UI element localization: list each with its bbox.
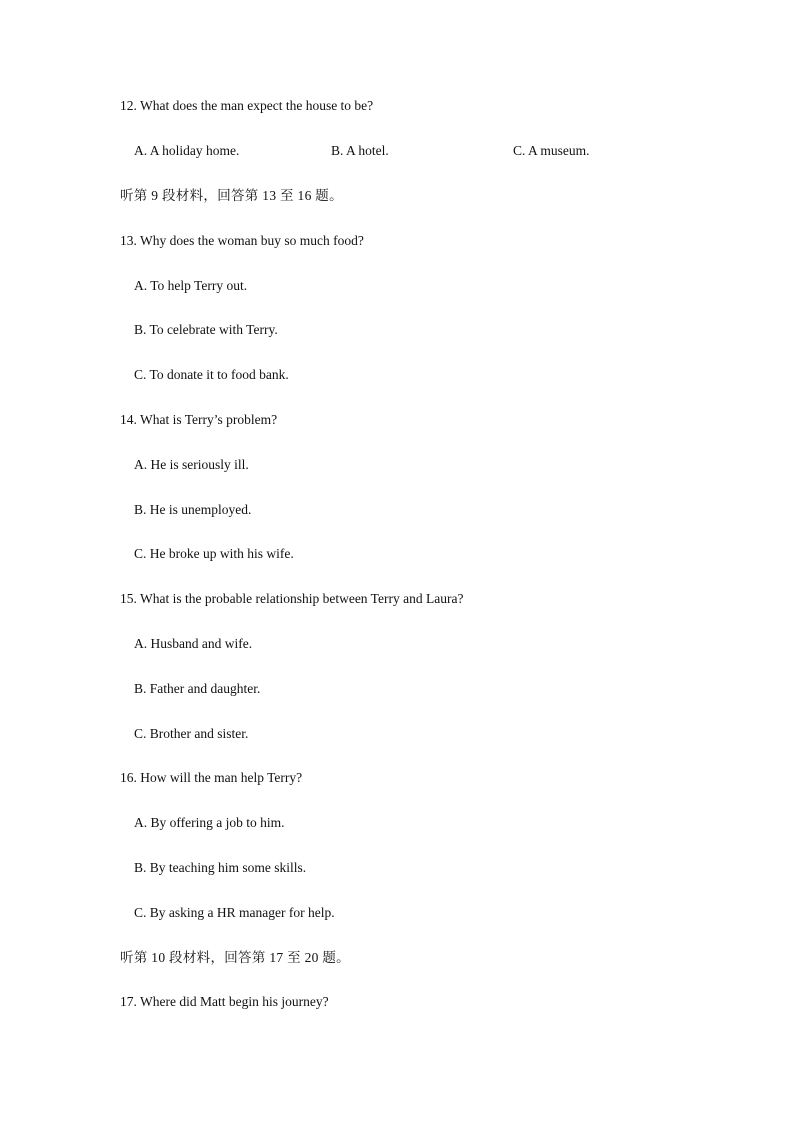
q17-question: 17. Where did Matt begin his journey?	[120, 994, 329, 1009]
q13-option-b: B. To celebrate with Terry.	[134, 322, 278, 337]
q12-option-a: A. A holiday home.	[134, 143, 240, 158]
q13-question: 13. Why does the woman buy so much food?	[120, 233, 364, 248]
q15-option-a: A. Husband and wife.	[134, 636, 253, 651]
q13-option-a: A. To help Terry out.	[134, 278, 248, 293]
section-9-instruction: 听第 9 段材料，回答第 13 至 16 题。	[120, 188, 343, 203]
q16-option-c: C. By asking a HR manager for help.	[134, 905, 335, 920]
q12-option-c: C. A museum.	[513, 143, 590, 158]
q16-option-b: B. By teaching him some skills.	[134, 860, 307, 875]
q15-question: 15. What is the probable relationship between Terry and Laura?	[120, 591, 464, 606]
q12-option-b: B. A hotel.	[331, 143, 389, 158]
q13-option-c: C. To donate it to food bank.	[134, 367, 289, 382]
q15-option-b: B. Father and daughter.	[134, 681, 261, 696]
q14-option-b: B. He is unemployed.	[134, 502, 252, 517]
q16-question: 16. How will the man help Terry?	[120, 770, 303, 785]
section-10-instruction: 听第 10 段材料，回答第 17 至 20 题。	[120, 950, 350, 965]
q14-option-a: A. He is seriously ill.	[134, 457, 249, 472]
q14-question: 14. What is Terry’s problem?	[120, 412, 278, 427]
q16-option-a: A. By offering a job to him.	[134, 815, 285, 830]
q14-option-c: C. He broke up with his wife.	[134, 546, 294, 561]
q15-option-c: C. Brother and sister.	[134, 726, 249, 741]
q12-question: 12. What does the man expect the house to be?	[120, 98, 374, 113]
